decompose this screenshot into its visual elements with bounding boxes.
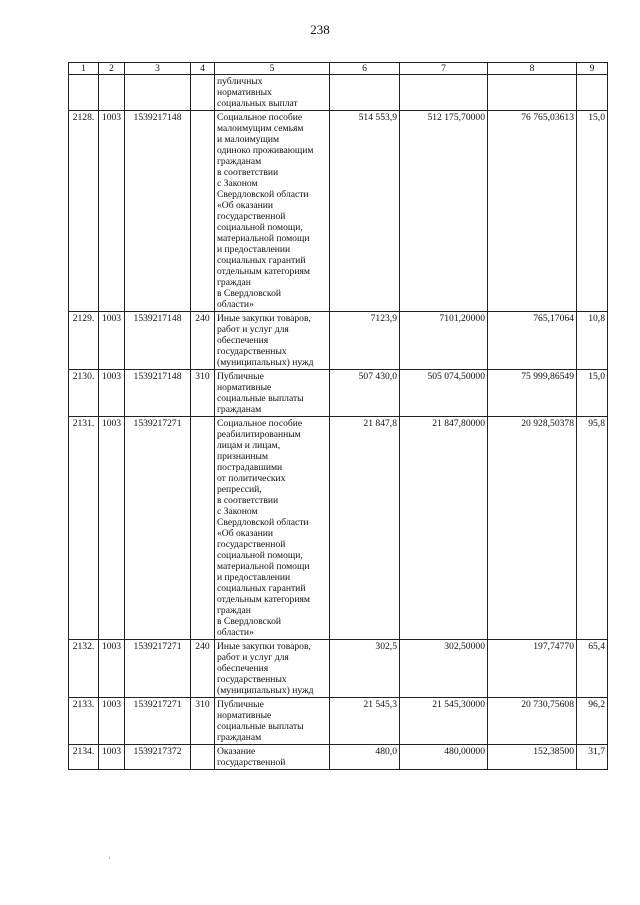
budget-table xyxy=(68,62,608,770)
row-number-cell: 2129. xyxy=(69,312,99,370)
row-number-cell: 2134. xyxy=(69,745,99,770)
executed-amount-cell: 20 730,75608 xyxy=(488,698,577,745)
executed-amount-cell xyxy=(488,75,577,111)
row-number-cell: 2128. xyxy=(69,111,99,312)
execution-percent-cell: 65,4 xyxy=(577,640,608,698)
column-header-5: 5 xyxy=(215,63,330,75)
target-article-code-cell: 1539217148 xyxy=(125,111,191,312)
target-article-code-cell: 1539217372 xyxy=(125,745,191,770)
executed-amount-cell: 20 928,50378 xyxy=(488,417,577,640)
refined-amount-cell xyxy=(400,75,488,111)
target-article-code-cell: 1539217271 xyxy=(125,698,191,745)
expense-type-code-cell: 240 xyxy=(191,640,215,698)
approved-amount-cell: 507 430,0 xyxy=(330,370,400,417)
table-body xyxy=(69,75,608,770)
section-code-cell xyxy=(99,75,125,111)
row-number-cell xyxy=(69,75,99,111)
refined-amount-cell: 21 545,30000 xyxy=(400,698,488,745)
page-number: 238 xyxy=(310,22,330,37)
section-code-cell: 1003 xyxy=(99,111,125,312)
approved-amount-cell: 7123,9 xyxy=(330,312,400,370)
item-name-cell: Иные закупки товаров, работ и услуг для обеспечения государственных (муниципальных) нужд xyxy=(215,640,330,698)
column-header-6: 6 xyxy=(330,63,400,75)
target-article-code-cell: 1539217271 xyxy=(125,417,191,640)
executed-amount-cell: 765,17064 xyxy=(488,312,577,370)
table-row xyxy=(69,698,608,745)
column-header-8: 8 xyxy=(488,63,577,75)
execution-percent-cell: 15,0 xyxy=(577,111,608,312)
row-number-cell: 2132. xyxy=(69,640,99,698)
approved-amount-cell: 514 553,9 xyxy=(330,111,400,312)
target-article-code-cell: 1539217271 xyxy=(125,640,191,698)
approved-amount-cell xyxy=(330,75,400,111)
scan-mark: · xyxy=(108,853,111,863)
approved-amount-cell: 21 847,8 xyxy=(330,417,400,640)
execution-percent-cell: 31,7 xyxy=(577,745,608,770)
refined-amount-cell: 505 074,50000 xyxy=(400,370,488,417)
table-row xyxy=(69,640,608,698)
approved-amount-cell: 302,5 xyxy=(330,640,400,698)
header-row xyxy=(69,63,608,75)
column-header-1: 1 xyxy=(69,63,99,75)
item-name-cell: Социальное пособие реабилитированным лицам и лицам, признанным пострадавшими от политических репрессий, в соответствии с Законом Свердловской области «Об оказании государственной социальной помощи, материальной помощи и предоставлении социальных гарантий отдельным категориям граждан в Свердловской области» xyxy=(215,417,330,640)
column-header-2: 2 xyxy=(99,63,125,75)
table-row xyxy=(69,417,608,640)
expense-type-code-cell: 310 xyxy=(191,370,215,417)
column-header-3: 3 xyxy=(125,63,191,75)
table-row xyxy=(69,745,608,770)
target-article-code-cell: 1539217148 xyxy=(125,370,191,417)
executed-amount-cell: 76 765,03613 xyxy=(488,111,577,312)
expense-type-code-cell xyxy=(191,417,215,640)
section-code-cell: 1003 xyxy=(99,698,125,745)
row-number-cell: 2131. xyxy=(69,417,99,640)
column-header-4: 4 xyxy=(191,63,215,75)
refined-amount-cell: 480,00000 xyxy=(400,745,488,770)
item-name-cell: Иные закупки товаров, работ и услуг для обеспечения государственных (муниципальных) нужд xyxy=(215,312,330,370)
approved-amount-cell: 21 545,3 xyxy=(330,698,400,745)
executed-amount-cell: 197,74770 xyxy=(488,640,577,698)
section-code-cell: 1003 xyxy=(99,370,125,417)
expense-type-code-cell xyxy=(191,75,215,111)
table-row xyxy=(69,370,608,417)
item-name-cell: публичных нормативных социальных выплат xyxy=(215,75,330,111)
column-header-9: 9 xyxy=(577,63,608,75)
refined-amount-cell: 21 847,80000 xyxy=(400,417,488,640)
expense-type-code-cell xyxy=(191,111,215,312)
approved-amount-cell: 480,0 xyxy=(330,745,400,770)
table-row xyxy=(69,111,608,312)
section-code-cell: 1003 xyxy=(99,745,125,770)
execution-percent-cell: 96,2 xyxy=(577,698,608,745)
refined-amount-cell: 302,50000 xyxy=(400,640,488,698)
target-article-code-cell xyxy=(125,75,191,111)
execution-percent-cell xyxy=(577,75,608,111)
row-number-cell: 2130. xyxy=(69,370,99,417)
executed-amount-cell: 75 999,86549 xyxy=(488,370,577,417)
section-code-cell: 1003 xyxy=(99,312,125,370)
section-code-cell: 1003 xyxy=(99,640,125,698)
execution-percent-cell: 10,8 xyxy=(577,312,608,370)
execution-percent-cell: 15,0 xyxy=(577,370,608,417)
expense-type-code-cell: 240 xyxy=(191,312,215,370)
item-name-cell: Оказание государственной xyxy=(215,745,330,770)
executed-amount-cell: 152,38500 xyxy=(488,745,577,770)
expense-type-code-cell xyxy=(191,745,215,770)
row-number-cell: 2133. xyxy=(69,698,99,745)
table-row-continuation xyxy=(69,75,608,111)
column-header-7: 7 xyxy=(400,63,488,75)
item-name-cell: Публичные нормативные социальные выплаты гражданам xyxy=(215,370,330,417)
expense-type-code-cell: 310 xyxy=(191,698,215,745)
refined-amount-cell: 7101,20000 xyxy=(400,312,488,370)
refined-amount-cell: 512 175,70000 xyxy=(400,111,488,312)
execution-percent-cell: 95,8 xyxy=(577,417,608,640)
target-article-code-cell: 1539217148 xyxy=(125,312,191,370)
item-name-cell: Публичные нормативные социальные выплаты гражданам xyxy=(215,698,330,745)
item-name-cell: Социальное пособие малоимущим семьям и малоимущим одиноко проживающим гражданам в соответствии с Законом Свердловской области «Об оказании государственной социальной помощи, материальной помощи и предоставлении социальных гарантий отдельным категориям граждан в Свердловской области» xyxy=(215,111,330,312)
table-row xyxy=(69,312,608,370)
section-code-cell: 1003 xyxy=(99,417,125,640)
